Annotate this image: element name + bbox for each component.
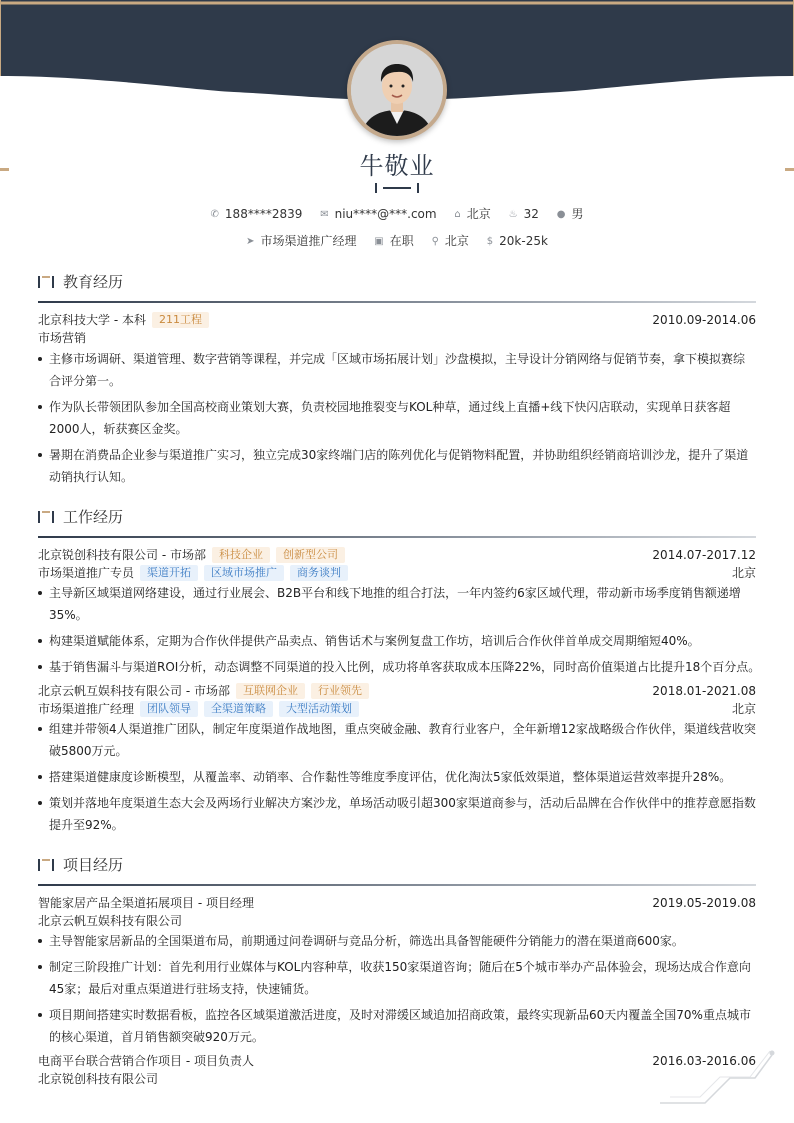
role-tag: 全渠道策略 (204, 701, 273, 717)
mail-icon: ✉ (320, 209, 329, 220)
corner-decoration (660, 1045, 780, 1110)
company-name: 北京云帆互娱科技有限公司 - 市场部 (38, 684, 230, 698)
job-city: 北京 (731, 702, 756, 716)
company-tag: 互联网企业 (236, 683, 305, 699)
list-item: 作为队长带领团队参加全国高校商业策划大赛，负责校园地推裂变与KOL种草，通过线上直播+线下快闪店联动，实现单日获客超2000人，斩获赛区金奖。 (38, 396, 756, 440)
school-tag: 211工程 (152, 312, 209, 328)
project-name: 智能家居产品全渠道拓展项目 - 项目经理 (38, 896, 254, 910)
role-tag: 渠道开拓 (140, 565, 198, 581)
list-item: 搭建渠道健康度诊断模型，从覆盖率、动销率、合作黏性等维度季度评估，优化淘汰5家低效渠道，整体渠道运营效率提升28%。 (38, 766, 756, 788)
list-item: 组建并带领4人渠道推广团队，制定年度渠道作战地图，重点突破金融、教育行业客户，全年新增12家战略级合作伙伴，渠道线营收突破5800万元。 (38, 718, 756, 762)
phone-value: 188****2839 (224, 207, 303, 221)
list-item: 主导智能家居新品的全国渠道布局，前期通过问卷调研与竞品分析，筛选出具备智能硬件分销能力的潜在渠道商600家。 (38, 930, 756, 952)
company-name: 北京锐创科技有限公司 - 市场部 (38, 548, 206, 562)
salary-value: 20k-25k (499, 234, 548, 248)
job-city: 北京 (731, 566, 756, 580)
job-intent-row (0, 232, 794, 249)
name-divider (375, 182, 419, 194)
location-pin-icon: ⚲ (431, 236, 439, 247)
section-title-education (38, 272, 123, 292)
salary-item (487, 234, 548, 248)
job-header (38, 546, 756, 564)
role-value: 市场渠道推广经理 (260, 234, 357, 248)
age-value: 32 (523, 207, 539, 221)
project-header (38, 894, 756, 912)
section-divider (38, 536, 756, 538)
list-item: 策划并落地年度渠道生态大会及两场行业解决方案沙龙，单场活动吸引超300家渠道商参与，活动后品牌在合作伙伴中的推荐意愿指数提升至92%。 (38, 792, 756, 836)
target-city-value: 北京 (444, 234, 469, 248)
list-item: 基于销售漏斗与渠道ROI分析，动态调整不同渠道的投入比例，成功将单客获取成本压降22%，同时高价值渠道占比提升18个百分点。 (38, 656, 768, 678)
phone-icon: ✆ (210, 209, 219, 220)
list-item: 制定三阶段推广计划：首先利用行业媒体与KOL内容种草，收获150家渠道咨询；随后在5个城市举办产品体验会，现场达成合作意向45家；最后对重点渠道进行驻场支持，快速铺货。 (38, 956, 756, 1000)
email-value: niu****@***.com (334, 207, 437, 221)
age-item (509, 207, 539, 221)
job-role-row (38, 564, 756, 582)
project-period: 2019.05-2019.08 (652, 896, 756, 910)
job-role: 市场渠道推广专员 (38, 566, 135, 580)
send-icon: ➤ (246, 236, 255, 247)
home-icon: ⌂ (454, 209, 461, 220)
section-title-text: 教育经历 (63, 273, 124, 291)
status-item (374, 232, 413, 249)
job-role-row (38, 700, 756, 718)
education-period: 2010.09-2014.06 (652, 313, 756, 327)
education-major: 市场营销 (38, 331, 87, 345)
section-marker-icon (38, 275, 56, 289)
project-name: 电商平台联合营销合作项目 - 项目负责人 (38, 1054, 254, 1068)
city-value: 北京 (466, 207, 491, 221)
job-period: 2018.01-2021.08 (652, 684, 756, 698)
list-item: 项目期间搭建实时数据看板，监控各区域渠道激活进度，及时对滞缓区域追加招商政策，最终实现新品60天内覆盖全国70%重点城市的核心渠道，首月销售额突破920万元。 (38, 1004, 756, 1048)
section-divider (38, 301, 756, 303)
gender-value: 男 (571, 207, 584, 221)
candidate-name: 牛敬业 (359, 152, 435, 180)
role-tag: 大型活动策划 (279, 701, 359, 717)
job-period: 2014.07-2017.12 (652, 548, 756, 562)
avatar (347, 40, 447, 140)
company-tag: 科技企业 (212, 547, 270, 563)
section-title-projects (38, 855, 123, 875)
city-item (454, 205, 490, 222)
section-marker-icon (38, 858, 56, 872)
company-tag: 行业领先 (311, 683, 369, 699)
portrait-photo (351, 44, 443, 136)
briefcase-icon: ▣ (374, 236, 384, 247)
money-icon: $ (486, 236, 494, 247)
email-item (320, 207, 436, 221)
project-period: 2016.03-2016.06 (652, 1054, 756, 1068)
job-role: 市场渠道推广经理 (38, 702, 135, 716)
role-tag: 团队领导 (140, 701, 198, 717)
section-title-text: 工作经历 (63, 508, 124, 526)
company-tag: 创新型公司 (276, 547, 345, 563)
section-marker-icon (38, 510, 56, 524)
cake-icon: ♨ (508, 209, 518, 220)
list-item: 构建渠道赋能体系，定期为合作伙伴提供产品卖点、销售话术与案例复盘工作坊，培训后合作伙伴首单成交周期缩短40%。 (38, 630, 756, 652)
list-item: 主导新区域渠道网络建设，通过行业展会、B2B平台和线下地推的组合打法，一年内签约6家区域代理，带动新市场季度销售额递增35%。 (38, 582, 756, 626)
project-company: 北京锐创科技有限公司 (38, 1072, 159, 1086)
school-name: 北京科技大学 - 本科 (38, 313, 146, 327)
phone-item (211, 207, 303, 221)
contact-info-row (0, 205, 794, 222)
section-divider (38, 884, 756, 886)
education-header (38, 311, 756, 329)
job-header (38, 682, 756, 700)
gender-icon: ● (556, 209, 566, 220)
list-item: 暑期在消费品企业参与渠道推广实习，独立完成30家终端门店的陈列优化与促销物料配置，并协助组织经销商培训沙龙，提升了渠道动销执行认知。 (38, 444, 756, 488)
project-header (38, 1052, 756, 1070)
role-item (246, 232, 356, 249)
status-value: 在职 (389, 234, 414, 248)
section-title-text: 项目经历 (63, 856, 124, 874)
role-tag: 区域市场推广 (204, 565, 284, 581)
gender-item (557, 205, 584, 222)
list-item: 主修市场调研、渠道管理、数字营销等课程，并完成「区域市场拓展计划」沙盘模拟，主导设计分销网络与促销节奏，拿下模拟赛综合评分第一。 (38, 348, 756, 392)
project-company: 北京云帆互娱科技有限公司 (38, 914, 183, 928)
target-city-item (432, 232, 469, 249)
section-title-work (38, 507, 123, 527)
role-tag: 商务谈判 (290, 565, 348, 581)
